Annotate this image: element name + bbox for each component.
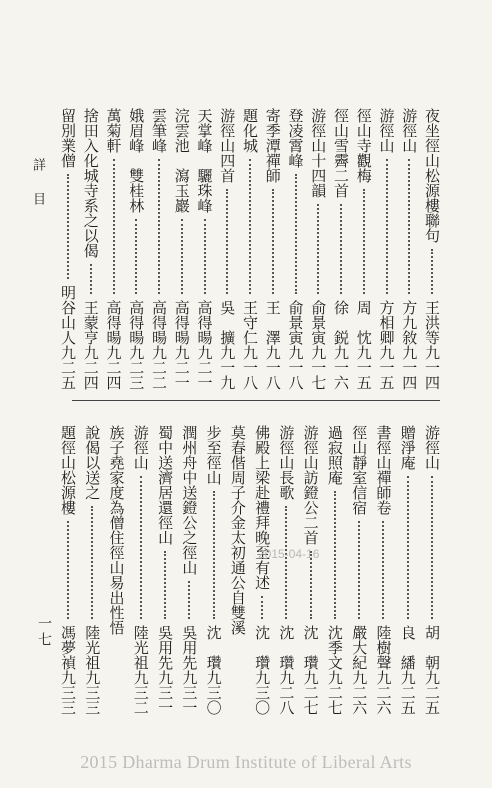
entry-title: 題徑山松源樓 xyxy=(59,425,77,515)
dot-leader xyxy=(188,581,190,619)
entry-page-number: 九三一 xyxy=(180,670,199,715)
entry-author: 沈 瓚 xyxy=(253,625,272,670)
toc-entry xyxy=(424,425,440,715)
entry-title: 贈淨庵 xyxy=(398,425,417,470)
dot-leader xyxy=(261,596,263,619)
entry-title: 徑山靜室信宿 xyxy=(350,425,369,515)
entry-page-number: 九一八 xyxy=(263,345,282,390)
toc-section-top xyxy=(60,108,440,390)
dot-leader xyxy=(382,521,384,619)
toc-entry xyxy=(333,108,349,390)
entry-title: 書徑山禪師卷 xyxy=(374,425,393,515)
toc-entry xyxy=(375,425,391,715)
entry-title: 說偈以送之 xyxy=(83,425,102,500)
toc-entry xyxy=(219,108,235,390)
entry-author: 方相卿 xyxy=(377,300,396,345)
toc-entry xyxy=(84,425,100,715)
entry-page-number: 九二五 xyxy=(59,345,77,390)
toc-entry xyxy=(303,425,319,715)
dot-leader xyxy=(91,506,93,619)
dot-leader xyxy=(272,189,274,294)
entry-page-number: 九三二 xyxy=(131,670,150,715)
watermark: 2015 Dharma Drum Institute of Liberal Arts xyxy=(80,752,412,772)
toc-entry xyxy=(157,425,173,715)
entry-title: 萬菊軒 xyxy=(104,108,123,153)
entry-title: 蜀中送濟居還徑山 xyxy=(156,425,175,545)
dot-leader xyxy=(334,491,336,619)
entry-author: 沈 瓚 xyxy=(204,625,223,670)
entry-title: 捨田入化城寺系之以偈 xyxy=(81,108,100,258)
entry-author: 高得暘 xyxy=(127,300,146,345)
toc-entry xyxy=(60,108,76,390)
entry-author: 徐 鋭 xyxy=(332,300,350,345)
entry-page-number: 九二六 xyxy=(374,670,393,715)
entry-page-number: 九三〇 xyxy=(253,670,272,715)
entry-title: 佛殿上梁赴禮拜晚至有述 xyxy=(253,425,272,590)
dot-leader xyxy=(204,219,206,294)
entry-author: 吳用先 xyxy=(180,625,199,670)
entry-title: 游徑山四首 xyxy=(218,108,237,183)
dot-leader xyxy=(249,159,251,294)
entry-title: 過寂照庵 xyxy=(325,425,344,485)
entry-author: 王蒙亨 xyxy=(81,300,100,345)
toc-entry xyxy=(197,108,213,390)
entry-page-number: 九一五 xyxy=(354,345,373,390)
toc-entry xyxy=(242,108,258,390)
entry-author: 馮夢禎 xyxy=(59,625,77,670)
dot-leader xyxy=(407,476,409,619)
dot-leader xyxy=(135,219,137,294)
dot-leader xyxy=(164,551,166,619)
toc-entry xyxy=(106,108,122,390)
toc-entry xyxy=(128,108,144,390)
entry-title: 留別業僧 xyxy=(59,108,77,168)
toc-entry xyxy=(206,425,222,715)
toc-entry xyxy=(83,108,99,390)
dot-leader xyxy=(408,159,410,294)
entry-author: 陸光祖 xyxy=(83,625,102,670)
dot-leader xyxy=(158,159,160,294)
entry-page-number: 九二二 xyxy=(150,345,168,390)
entry-title: 潤州舟中送鐙公之徑山 xyxy=(180,425,199,575)
toc-entry xyxy=(174,108,190,390)
entry-author: 沈 瓚 xyxy=(301,625,320,670)
entry-page-number: 九三〇 xyxy=(204,670,223,715)
toc-entry xyxy=(181,425,197,715)
entry-author: 陸光祖 xyxy=(131,625,150,670)
entry-title: 游徑山十四韻 xyxy=(309,108,328,198)
entry-author: 高得暘 xyxy=(104,300,123,345)
toc-entries-bottom xyxy=(60,425,440,715)
dot-leader xyxy=(67,521,69,619)
entry-author: 沈 瓚 xyxy=(277,625,296,670)
entry-title: 天掌峰 驪珠峰 xyxy=(195,108,214,213)
entry-title: 娥眉峰 雙桂林 xyxy=(127,108,146,213)
dot-leader xyxy=(431,249,433,294)
toc-entry xyxy=(379,108,395,390)
toc-entry xyxy=(356,108,372,390)
entry-title: 步至徑山 xyxy=(204,425,223,485)
toc-entry xyxy=(109,425,125,715)
entry-author: 沈季文 xyxy=(325,625,344,670)
entry-title: 游徑山 xyxy=(377,108,396,153)
entry-page-number: 九一八 xyxy=(286,345,305,390)
entry-page-number: 九二七 xyxy=(301,670,320,715)
entry-author: 俞景寅 xyxy=(286,300,305,345)
entry-author: 高得暘 xyxy=(172,300,191,345)
entry-author: 高得暘 xyxy=(195,300,214,345)
entry-page-number: 九二三 xyxy=(127,345,146,390)
entry-page-number: 九一六 xyxy=(332,345,350,390)
entry-author: 吳用先 xyxy=(156,625,175,670)
toc-entry xyxy=(424,108,440,390)
dot-leader xyxy=(431,476,433,619)
toc-entry xyxy=(278,425,294,715)
toc-entry xyxy=(351,425,367,715)
entry-page-number: 九三一 xyxy=(156,670,175,715)
entry-page-number: 九一八 xyxy=(241,345,259,390)
entry-page-number: 九一四 xyxy=(400,345,419,390)
entry-title: 寄季潭禪師 xyxy=(263,108,282,183)
dot-leader xyxy=(90,264,92,294)
dot-leader xyxy=(340,204,342,294)
dot-leader xyxy=(363,189,365,294)
entry-title: 浣雲池 瀉玉巖 xyxy=(172,108,191,213)
entry-page-number: 九一五 xyxy=(377,345,396,390)
toc-entry xyxy=(230,425,246,715)
toc-entry xyxy=(400,425,416,715)
toc-entry xyxy=(401,108,417,390)
entry-title: 游徑山 xyxy=(131,425,150,470)
entry-page-number: 九二六 xyxy=(350,670,369,715)
toc-entry xyxy=(151,108,167,390)
entry-page-number: 九二五 xyxy=(422,670,441,715)
entry-author: 高得暘 xyxy=(150,300,168,345)
entry-author: 胡 朝 xyxy=(422,625,441,670)
entry-page-number: 九三三 xyxy=(83,670,102,715)
entry-author: 吳 擴 xyxy=(218,300,237,345)
date-stamp: 2015-04-16 xyxy=(258,547,320,561)
entry-title: 游徑山 xyxy=(400,108,419,153)
toc-entries-top xyxy=(60,108,440,390)
entry-page-number: 九二一 xyxy=(195,345,214,390)
entry-title: 題化城 xyxy=(241,108,259,153)
entry-page-number: 九一七 xyxy=(309,345,328,390)
entry-author: 王 澤 xyxy=(263,300,282,345)
entry-page-number: 九二八 xyxy=(277,670,296,715)
entry-title: 登凌霄峰 xyxy=(286,108,305,168)
entry-page-number: 九一四 xyxy=(423,345,441,390)
entry-author: 周 忱 xyxy=(354,300,373,345)
entry-page-number: 九三三 xyxy=(59,670,77,715)
entry-title: 徑山寺觀梅 xyxy=(354,108,373,183)
entry-title: 雲筆峰 xyxy=(150,108,168,153)
entry-title: 游徑山 xyxy=(422,425,441,470)
entry-title: 莫春偕周子介金太初通公自雙溪 xyxy=(228,425,247,635)
entry-page-number: 九二四 xyxy=(104,345,123,390)
section-header-label: 詳 目 xyxy=(30,158,45,209)
entry-author: 嚴大紀 xyxy=(350,625,369,670)
entry-title: 族子堯家度為僧住徑山易出性悟 xyxy=(107,425,126,635)
entry-author: 陸樹聲 xyxy=(374,625,393,670)
entry-author: 明谷山人 xyxy=(59,285,77,345)
toc-entry xyxy=(265,108,281,390)
entry-page-number: 九一九 xyxy=(218,345,237,390)
dot-leader xyxy=(226,189,228,294)
entry-page-number: 九二五 xyxy=(398,670,417,715)
dot-leader xyxy=(285,506,287,619)
entry-page-number: 九二一 xyxy=(172,345,191,390)
dot-leader xyxy=(140,476,142,619)
entry-author: 方九敘 xyxy=(400,300,419,345)
entry-title: 夜坐徑山松源樓聯句 xyxy=(423,108,441,243)
entry-author: 俞景寅 xyxy=(309,300,328,345)
entry-page-number: 九二四 xyxy=(81,345,100,390)
dot-leader xyxy=(358,521,360,619)
dot-leader xyxy=(386,159,388,294)
entry-title: 徑山雪霽二首 xyxy=(332,108,350,198)
section-divider xyxy=(72,400,440,401)
entry-title: 游徑山訪鐙公二首 xyxy=(301,425,320,545)
page-folio: 一七 xyxy=(36,616,52,648)
entry-title: 游徑山長歌 xyxy=(277,425,296,500)
entry-author: 王洪等 xyxy=(423,300,441,345)
toc-section-bottom xyxy=(60,425,440,715)
entry-page-number: 九二七 xyxy=(325,670,344,715)
entry-author: 王守仁 xyxy=(241,300,259,345)
dot-leader xyxy=(67,174,69,279)
dot-leader xyxy=(317,204,319,294)
dot-leader xyxy=(295,174,297,294)
entry-author: 良 繙 xyxy=(398,625,417,670)
toc-entry xyxy=(133,425,149,715)
toc-entry xyxy=(310,108,326,390)
dot-leader xyxy=(113,159,115,294)
toc-entry xyxy=(288,108,304,390)
dot-leader xyxy=(310,551,312,619)
toc-entry xyxy=(60,425,76,715)
toc-entry xyxy=(327,425,343,715)
toc-entry xyxy=(254,425,270,715)
dot-leader xyxy=(181,219,183,294)
dot-leader xyxy=(213,491,215,619)
